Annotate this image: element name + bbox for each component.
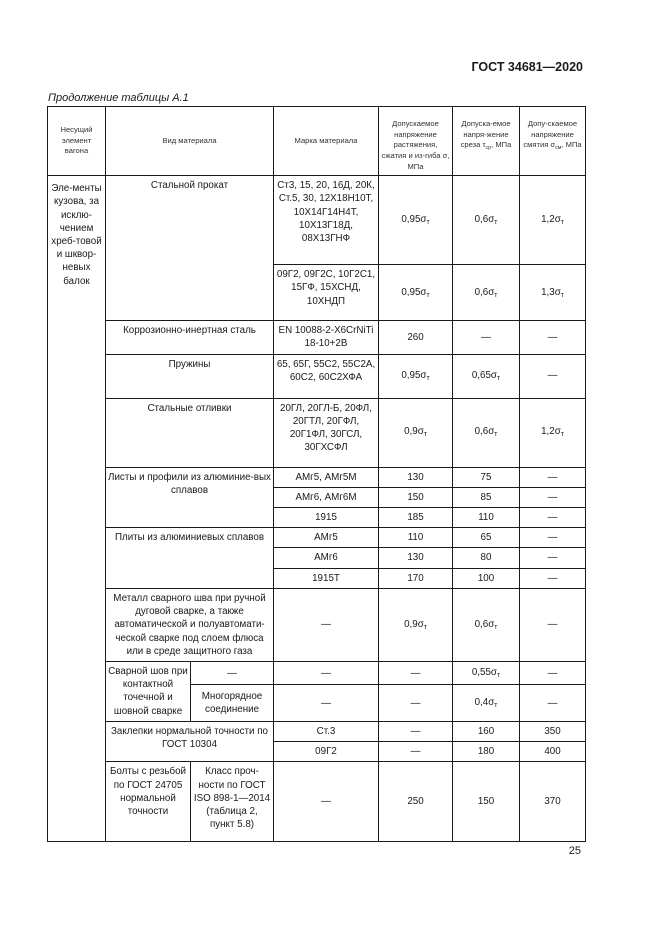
bearing-value: 350 [520,721,586,741]
bearing-value: — [520,548,586,568]
bearing-value: — [520,568,586,588]
shear-value: 75 [453,467,520,487]
header-carrier-element: Несущий элемент вагона [48,107,106,176]
tensile-value: — [379,661,453,685]
material-grade: 1915 [274,508,379,528]
bearing-value: $1,2\sigma_т$ [520,176,586,265]
tensile-value: 170 [379,568,453,588]
bearing-value: — [520,321,586,354]
table-row [48,588,586,661]
material-type: Коррозионно-инертная сталь [106,321,274,354]
material-grade: АМг5, АМг5М [274,467,379,487]
header-material-grade: Марка материала [274,107,379,176]
material-type: Металл сварного шва при ручной дуговой сварке, а также автоматической и полуавтомати-ческой сварке под слоем флюса или в среде защитного газа [106,588,274,661]
shear-value: 160 [453,721,520,741]
shear-value: 110 [453,508,520,528]
material-type: Болты с резьбой по ГОСТ 24705 нормальной точности [106,762,191,842]
material-grade: Ст3, 15, 20, 16Д, 20К, Ст.5, 30, 12Х18Н10Т, 10Х14Г14Н4Т, 10Х13Г18Д, 08Х13ГНФ [274,176,379,265]
table-row [48,721,586,741]
shear-value: 85 [453,487,520,507]
shear-value: $0,6\sigma_т$ [453,265,520,321]
tensile-value: 110 [379,528,453,548]
material-grade: 20ГЛ, 20ГЛ-Б, 20ФЛ, 20ГТЛ, 20ГФЛ, 20Г1ФЛ, 30ГСЛ, 30ГХСФЛ [274,398,379,467]
tensile-value: 250 [379,762,453,842]
shear-value: $0,6\sigma_т$ [453,398,520,467]
tensile-value: 130 [379,467,453,487]
shear-value: 180 [453,742,520,762]
material-subtype: — [191,661,274,685]
tensile-value: $0,95\sigma_т$ [379,265,453,321]
material-subtype: Многорядное соединение [191,685,274,721]
bearing-value: $1,2\sigma_т$ [520,398,586,467]
table-caption: Продолжение таблицы А.1 [48,92,189,104]
table-row [48,661,586,685]
materials-table [47,106,586,842]
material-type: Листы и профили из алюминие-вых сплавов [106,467,274,528]
document-code: ГОСТ 34681—2020 [471,60,583,74]
tensile-value: $0,95\sigma_т$ [379,176,453,265]
table-header-row [48,107,586,176]
page-number: 25 [568,845,581,857]
bearing-value: — [520,661,586,685]
material-type: Заклепки нормальной точности по ГОСТ 10304 [106,721,274,761]
tensile-value: 150 [379,487,453,507]
material-grade: — [274,588,379,661]
material-grade: АМг6, АМг6М [274,487,379,507]
bearing-value: — [520,467,586,487]
material-subtype: Класс проч-ности по ГОСТ ISO 898-1—2014 (таблица 2, пункт 5.8) [191,762,274,842]
carrier-element-group: Эле-менты кузова, за исклю-чением хреб-товой и шквор-невых балок [48,176,106,842]
tensile-value: $0,9\sigma_т$ [379,588,453,661]
material-grade: 09Г2 [274,742,379,762]
material-type: Стальной прокат [106,176,274,321]
bearing-value: — [520,528,586,548]
bearing-value: — [520,487,586,507]
material-grade: АМг5 [274,528,379,548]
shear-value: 150 [453,762,520,842]
bearing-value: — [520,588,586,661]
material-grade: 1915Т [274,568,379,588]
tensile-value: $0,9\sigma_т$ [379,398,453,467]
tensile-value: $0,95\sigma_т$ [379,354,453,398]
shear-value: 100 [453,568,520,588]
shear-value: 65 [453,528,520,548]
material-type: Сварной шов при контактной точечной и шовной сварке [106,661,191,721]
table-row [48,762,586,842]
shear-value: $0,6\sigma_т$ [453,176,520,265]
bearing-value: $1,3\sigma_т$ [520,265,586,321]
header-material-type: Вид материала [106,107,274,176]
table-row [48,354,586,398]
bearing-value: — [520,685,586,721]
material-grade: Ст.3 [274,721,379,741]
header-tensile-stress: Допускаемое напряжение растяжения, сжатия и из-гиба σ, МПа [379,107,453,176]
tensile-value: 260 [379,321,453,354]
tensile-value: 130 [379,548,453,568]
material-grade: — [274,685,379,721]
material-grade: 65, 65Г, 55С2, 55С2А, 60С2, 60С2ХФА [274,354,379,398]
tensile-value: — [379,721,453,741]
tensile-value: 185 [379,508,453,528]
material-grade: — [274,661,379,685]
material-type: Пружины [106,354,274,398]
bearing-value: 400 [520,742,586,762]
tensile-value: — [379,742,453,762]
table-row [48,398,586,467]
table-row [48,467,586,487]
table-row [48,176,586,265]
table-row [48,321,586,354]
header-shear-stress: Допуска-емое напря-жение среза $\tau_{ср}$, МПа [453,107,520,176]
header-bearing-stress: Допу-скаемое напряжение смятия $\sigma_{см}$, МПа [520,107,586,176]
material-type: Плиты из алюминиевых сплавов [106,528,274,589]
material-grade: — [274,762,379,842]
tensile-value: — [379,685,453,721]
bearing-value: — [520,508,586,528]
shear-value: 80 [453,548,520,568]
shear-value: — [453,321,520,354]
shear-value: $0,65\sigma_т$ [453,354,520,398]
material-grade: 09Г2, 09Г2С, 10Г2С1, 15ГФ, 15ХСНД, 10ХНДП [274,265,379,321]
bearing-value: — [520,354,586,398]
shear-value: $0,55\sigma_т$ [453,661,520,685]
material-grade: EN 10088-2-X6CrNiTi 18-10+2B [274,321,379,354]
shear-value: $0,4\sigma_т$ [453,685,520,721]
material-type: Стальные отливки [106,398,274,467]
shear-value: $0,6\sigma_т$ [453,588,520,661]
table-row [48,528,586,548]
bearing-value: 370 [520,762,586,842]
material-grade: АМг6 [274,548,379,568]
